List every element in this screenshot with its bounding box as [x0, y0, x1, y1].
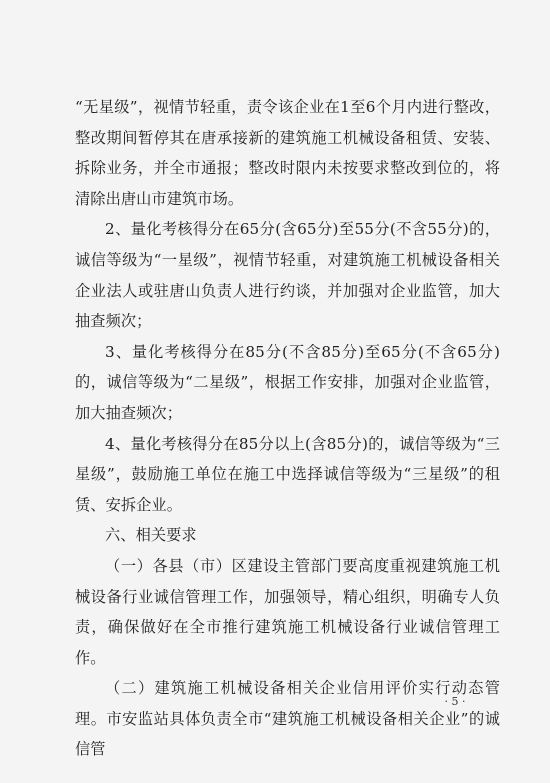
paragraph-rating-three-star: 4、量化考核得分在85分以上(含85分)的，诚信等级为“三星级”，鼓励施工单位在施工中选择诚信等级为“三星级”的租赁、安拆企业。 — [75, 434, 500, 514]
paragraph-rating-two-star: 3、量化考核得分在85分(不含85分)至65分(不含65分)的，诚信等级为“二星级”，根据工作安排，加强对企业监管，加大抽查频次； — [75, 342, 500, 422]
paragraph-continuation: “无星级”，视情节轻重，责令该企业在1至6个月内进行整改，整改期间暂停其在唐承接新的建筑施工机械设备租赁、安装、拆除业务，并全市通报；整改时限内未按要求整改到位的，将清除出唐山市建筑市场。 — [75, 98, 500, 208]
page-number: · 5 · — [444, 695, 466, 708]
requirement-item-1: （一）各县（市）区建设主管部门要高度重视建筑施工机械设备行业诚信管理工作，加强领导，精心组织，明确专人负责，确保做好在全市推行建筑施工机械设备行业诚信管理工作。 — [75, 556, 500, 667]
document-body — [75, 92, 500, 765]
requirement-item-2: （二）建筑施工机械设备相关企业信用评价实行动态管理。市安监站具体负责全市“建筑施工机械设备相关企业”的诚信管 — [75, 679, 500, 759]
section-heading: 六、相关要求 — [105, 526, 197, 545]
paragraph-rating-one-star: 2、量化考核得分在65分(含65分)至55分(不含55分)的，诚信等级为“一星级”，视情节轻重，对建筑施工机械设备相关企业法人或驻唐山负责人进行约谈，并加强对企业监管，加大抽查频次； — [75, 220, 500, 331]
